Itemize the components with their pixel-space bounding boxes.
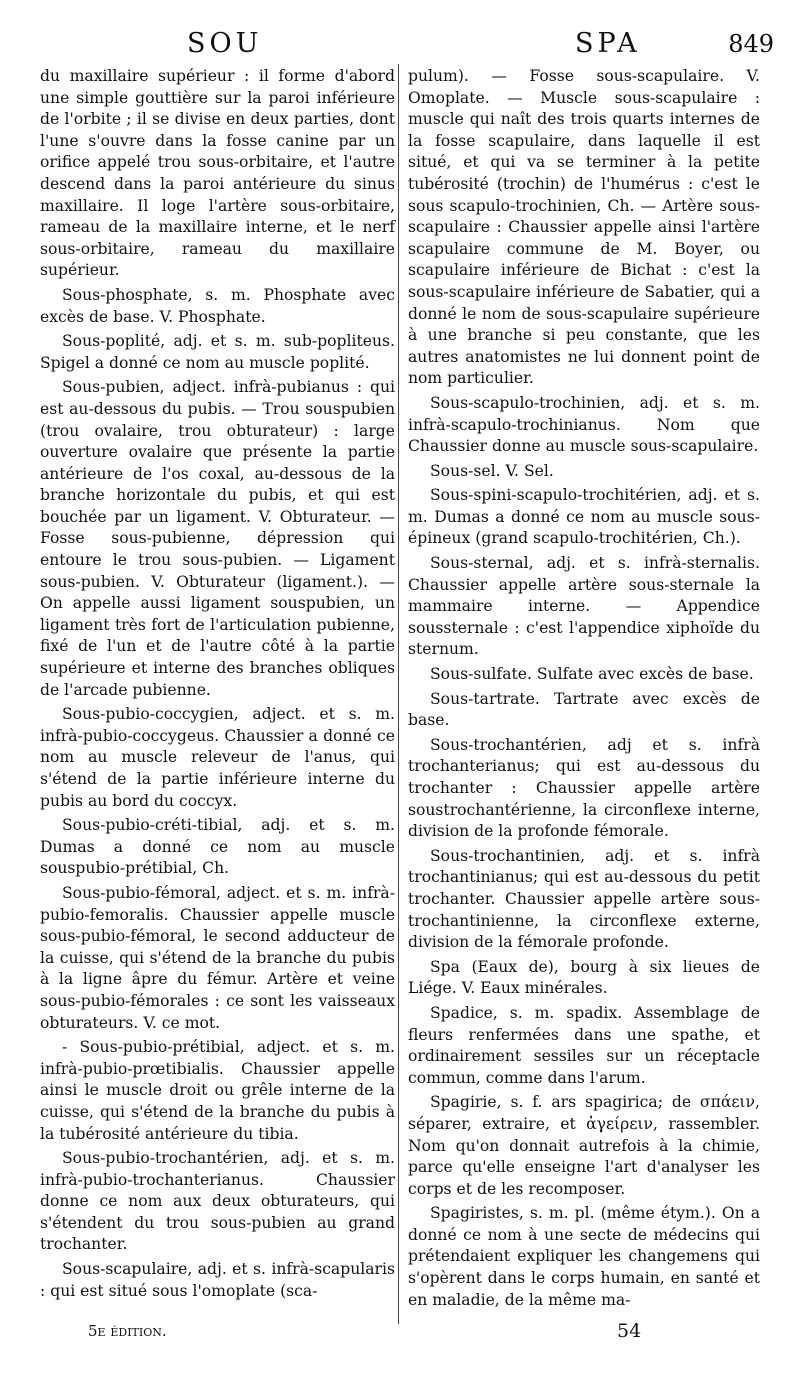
right-column [408,66,760,1314]
page-number: 849 [728,30,774,58]
entry-paragraph: - Sous-pubio-prétibial, adject. et s. m. infrà-pubio-prœtibialis. Chaussier appelle ainsi le muscle droit ou grêle interne de la cuisse, qui s'étend de la branche du pubis à la tubérosité antérieure du tibia. [40,1038,395,1143]
entry-paragraph: Sous-trochantinien, adj. et s. infrà trochantinianus; qui est au-dessous du petit trochanter. Chaussier appelle artère sous-trochantinienne, la circonflexe externe, division de la fémorale profonde. [408,846,760,952]
column-divider [398,64,399,1324]
edition-signature: 5e édition. [88,1322,167,1340]
entry-paragraph: Sous-tartrate. Tartrate avec excès de base. [408,689,760,730]
entry-paragraph: Sous-poplité, adj. et s. m. sub-popliteus. Spigel a donné ce nom au muscle poplité. [40,332,395,372]
entry-paragraph: Sous-pubien, adject. infrà-pubianus : qui est au-dessous du pubis. — Trou souspubien (trou ovalaire, trou obturateur) : large ouverture ovalaire que présente la partie antérieure de l'os coxal, au-dessous de la branche horizontale du pubis, et qui est bouchée par un ligament. V. Obturateur. — Fosse sous-pubienne, dépression qui entoure le trou sous-pubien. — Ligament sous-pubien. V. Obturateur (ligament.). — On appelle aussi ligament souspubien, un ligament très fort de l'articulation pubienne, fixé de l'un et de l'autre côté à la partie supérieure et interne des branches obliques de l'arcade pubienne. [40,378,395,699]
entry-paragraph: Sous-spini-scapulo-trochitérien, adj. et s. m. Dumas a donné ce nom au muscle sous-épineux (grand scapulo-trochitérien, Ch.). [408,486,760,548]
entry-paragraph: Spa (Eaux de), bourg à six lieues de Liége. V. Eaux minérales. [408,957,760,998]
running-header [40,28,774,62]
entry-paragraph: Spagiristes, s. m. pl. (même étym.). On a donné ce nom à une secte de médecins qui prétendaient expliquer les changemens qui s'opèrent dans le corps humain, en santé et en maladie, de la même ma- [408,1204,760,1309]
entry-paragraph: Sous-scapulo-trochinien, adj. et s. m. infrà-scapulo-trochinianus. Nom que Chaussier donne au muscle sous-scapulaire. [408,393,760,456]
header-right-guide-word: SPA [575,28,641,59]
entry-paragraph: Sous-pubio-coccygien, adject. et s. m. infrà-pubio-coccygeus. Chaussier a donné ce nom au muscle releveur de l'anus, qui s'étend de la partie inférieure interne du pubis au bord du coccyx. [40,705,395,810]
entry-paragraph: Sous-trochantérien, adj et s. infrà trochanterianus; qui est au-dessous du trochanter : Chaussier appelle artère soustrochantérienne, la circonflexe interne, division de la profonde fémorale. [408,735,760,841]
entry-paragraph: du maxillaire supérieur : il forme d'abord une simple gouttière sur la paroi inférieure de l'orbite ; il se divise en deux parties, dont l'une s'ouvre dans la fosse canine par un orifice appelé trou sous-orbitaire, et l'autre descend dans la paroi antérieure du sinus maxillaire. Il loge l'artère sous-orbitaire, rameau de la maxillaire interne, et le nerf sous-orbitaire, rameau du maxillaire supérieur. [40,67,395,280]
entry-paragraph: Sous-scapulaire, adj. et s. infrà-scapularis : qui est situé sous l'omoplate (sca- [40,1260,395,1300]
signature-mark: 54 [617,1320,642,1342]
entry-paragraph: Spagirie, s. f. ars spagirica; de σπάειν, séparer, extraire, et ἀγείρειν, rassembler. Nom qu'on donnait autrefois à la chimie, parce qu'elle enseigne l'art d'analyser les corps et de les recomposer. [408,1093,760,1198]
entry-paragraph: Spadice, s. m. spadix. Assemblage de fleurs renfermées dans une spathe, et ordinairement sessiles sur un réceptacle commun, comme dans l'arum. [408,1003,760,1087]
entry-paragraph: pulum). — Fosse sous-scapulaire. V. Omoplate. — Muscle sous-scapulaire : muscle qui naît des trois quarts internes de la fosse scapulaire, dans laquelle il est situé, et qui va se terminer à la petite tubérosité (trochin) de l'humérus : c'est le sous scapulo-trochinien, Ch. — Artère sous-scapulaire : Chaussier appelle ainsi l'artère scapulaire commune de M. Boyer, ou scapulaire inférieure de Bichat : c'est la sous-scapulaire inférieure de Sabatier, qui a donné le nom de sous-scapulaire supérieure à une branche si peu constante, que les autres anatomistes ne lui donnent point de nom particulier. [408,67,760,388]
header-left-guide-word: SOU [187,28,263,59]
entry-paragraph: Sous-sternal, adj. et s. infrà-sternalis. Chaussier appelle artère sous-sternale la mammaire interne. — Appendice soussternale : c'est l'appendice xiphoïde du sternum. [408,554,760,659]
entry-paragraph: Sous-pubio-créti-tibial, adj. et s. m. Dumas a donné ce nom au muscle souspubio-prétibial, Ch. [40,816,395,878]
left-column [40,66,395,1305]
entry-paragraph: Sous-phosphate, s. m. Phosphate avec excès de base. V. Phosphate. [40,285,395,326]
entry-paragraph: Sous-sel. V. Sel. [430,461,554,480]
entry-paragraph: Sous-pubio-fémoral, adject. et s. m. infrà-pubio-femoralis. Chaussier appelle muscle sous-pubio-fémoral, le second adducteur de la cuisse, qui s'étend de la branche du pubis à la ligne âpre du fémur. Artère et veine sous-pubio-fémorales : ce sont les vaisseaux obturateurs. V. ce mot. [40,883,395,1032]
entry-paragraph: Sous-sulfate. Sulfate avec excès de base. [430,665,754,684]
entry-paragraph: Sous-pubio-trochantérien, adj. et s. m. infrà-pubio-trochanterianus. Chaussier donne ce nom aux deux obturateurs, qui s'étendent du trou sous-pubien au grand trochanter. [40,1149,395,1254]
